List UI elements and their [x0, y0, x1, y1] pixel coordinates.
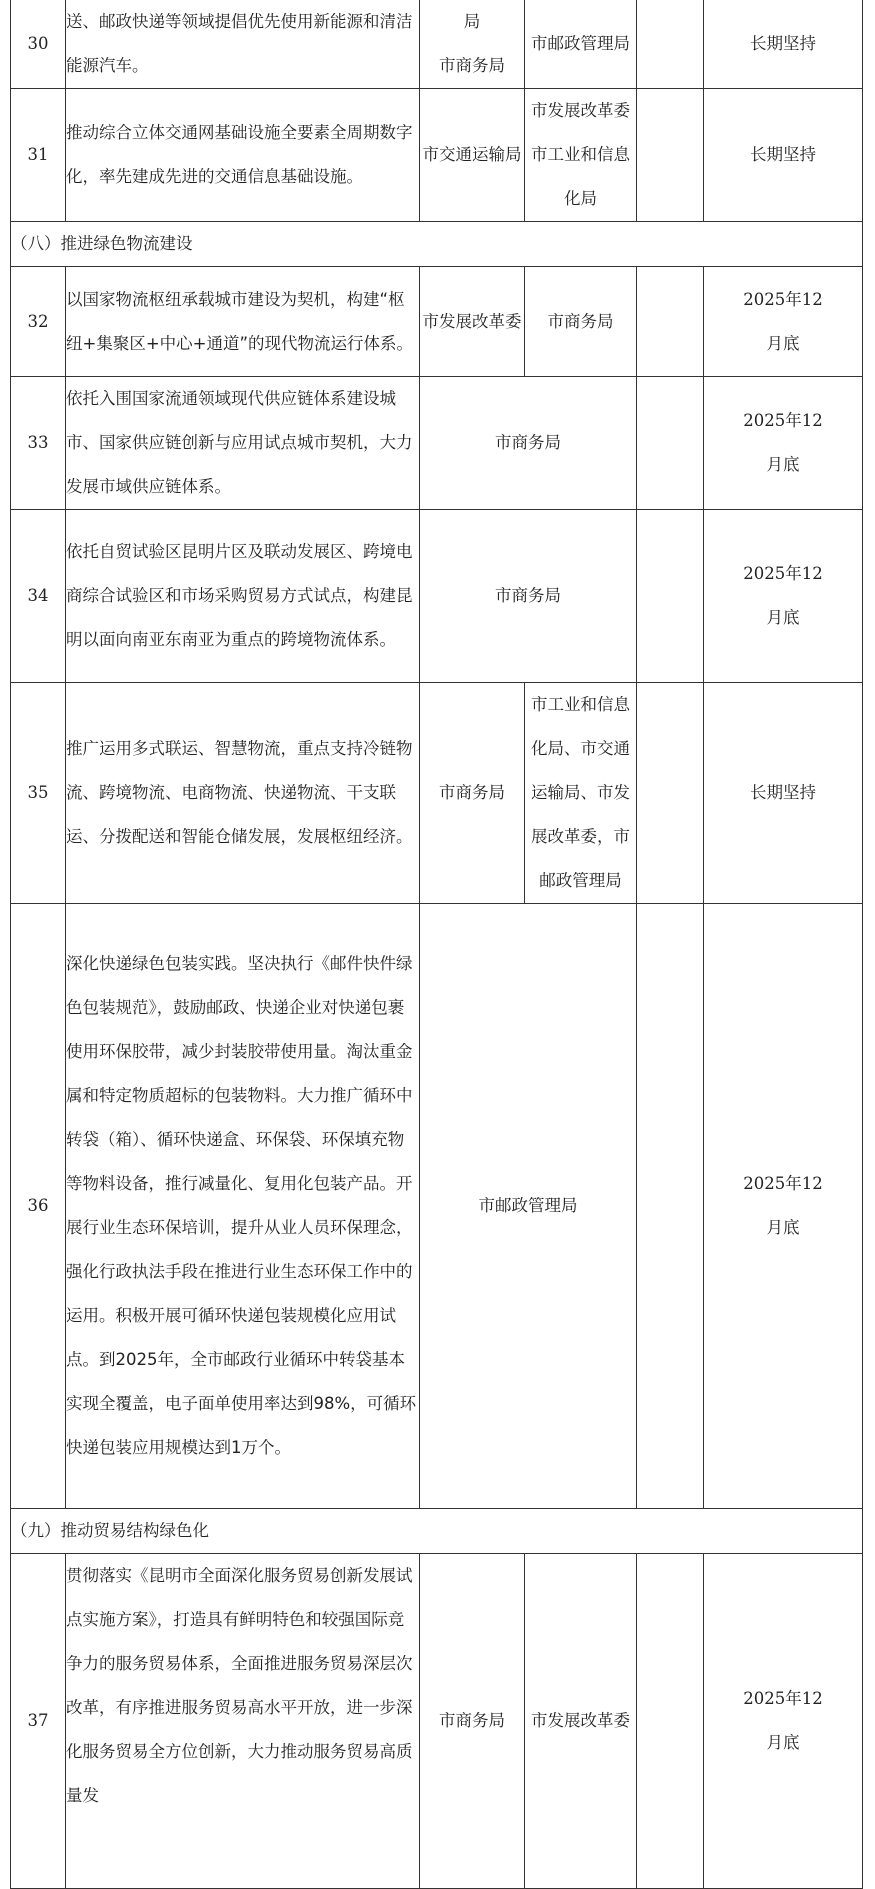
task-description: 贯彻落实《昆明市全面深化服务贸易创新发展试点实施方案》，打造具有鲜明特色和较强国际竞争力的服务贸易体系，全面推进服务贸易深层次改革，有序推进服务贸易高水平开放，进一步深化服务贸易全方位创新，大力推动服务贸易高质量发 — [66, 1554, 420, 1889]
task-description: 深化快递绿色包装实践。坚决执行《邮件快件绿色包装规范》，鼓励邮政、快递企业对快递包裹使用环保胶带，减少封装胶带使用量。淘汰重金属和特定物质超标的包装物料。大力推广循环中转袋（箱）、循环快递盒、环保袋、环保填充物等物料设备，推行减量化、复用化包装产品。开展行业生态环保培训，提升从业人员环保理念，强化行政执法手段在推进行业生态环保工作中的运用。积极开展可循环快递包装规模化应用试点。到2025年，全市邮政行业循环中转袋基本实现全覆盖，电子面单使用率达到98%，可循环快递包装应用规模达到1万个。 — [66, 904, 420, 1509]
note-cell — [637, 377, 704, 510]
task-description: 以国家物流枢纽承载城市建设为契机，构建“枢纽+集聚区+中心+通道”的现代物流运行体系。 — [66, 267, 420, 377]
row-number: 36 — [11, 904, 66, 1509]
cooperating-department: 市发展改革委 — [525, 1554, 637, 1889]
responsible-department: 市商务局 — [420, 510, 637, 683]
table-row — [11, 0, 863, 89]
table-row — [11, 377, 863, 510]
note-cell — [637, 1554, 704, 1889]
responsible-department: 市商务局 — [420, 377, 637, 510]
task-description: 送、邮政快递等领域提倡优先使用新能源和清洁能源汽车。 — [66, 0, 420, 89]
table-row — [11, 267, 863, 377]
task-description: 依托入围国家流通领域现代供应链体系建设城市、国家供应链创新与应用试点城市契机，大力发展市域供应链体系。 — [66, 377, 420, 510]
table-row — [11, 683, 863, 904]
responsible-department: 市邮政管理局 — [420, 904, 637, 1509]
task-table — [10, 0, 863, 1889]
table-row — [11, 1554, 863, 1889]
deadline: 2025年12 月底 — [704, 904, 863, 1509]
cooperating-department: 市工业和信息化局、市交通运输局、市发展改革委，市邮政管理局 — [525, 683, 637, 904]
note-cell — [637, 0, 704, 89]
deadline: 长期坚持 — [704, 683, 863, 904]
deadline: 2025年12 月底 — [704, 1554, 863, 1889]
deadline: 2025年12 月底 — [704, 510, 863, 683]
note-cell — [637, 904, 704, 1509]
note-cell — [637, 683, 704, 904]
section-heading: （九）推动贸易结构绿色化 — [11, 1509, 863, 1554]
cooperating-department: 市邮政管理局 — [525, 0, 637, 89]
row-number: 35 — [11, 683, 66, 904]
row-number: 31 — [11, 89, 66, 222]
section-row — [11, 1509, 863, 1554]
task-description: 推动综合立体交通网基础设施全要素全周期数字化，率先建成先进的交通信息基础设施。 — [66, 89, 420, 222]
row-number: 33 — [11, 377, 66, 510]
cooperating-department: 市发展改革委 市工业和信息化局 — [525, 89, 637, 222]
lead-department: 市商务局 — [420, 1554, 525, 1889]
table-row — [11, 904, 863, 1509]
note-cell — [637, 267, 704, 377]
note-cell — [637, 510, 704, 683]
cooperating-department: 市商务局 — [525, 267, 637, 377]
lead-department: 局 市商务局 — [420, 0, 525, 89]
section-heading: （八）推进绿色物流建设 — [11, 222, 863, 267]
task-description: 依托自贸试验区昆明片区及联动发展区、跨境电商综合试验区和市场采购贸易方式试点，构建昆明以面向南亚东南亚为重点的跨境物流体系。 — [66, 510, 420, 683]
row-number: 32 — [11, 267, 66, 377]
task-description: 推广运用多式联运、智慧物流，重点支持冷链物流、跨境物流、电商物流、快递物流、干支联运、分拨配送和智能仓储发展，发展枢纽经济。 — [66, 683, 420, 904]
row-number: 34 — [11, 510, 66, 683]
lead-department: 市交通运输局 — [420, 89, 525, 222]
deadline: 长期坚持 — [704, 0, 863, 89]
table-row — [11, 89, 863, 222]
deadline: 长期坚持 — [704, 89, 863, 222]
section-row — [11, 222, 863, 267]
blank-space — [66, 1818, 419, 1888]
lead-department: 市商务局 — [420, 683, 525, 904]
deadline: 2025年12 月底 — [704, 377, 863, 510]
deadline: 2025年12 月底 — [704, 267, 863, 377]
note-cell — [637, 89, 704, 222]
table-row — [11, 510, 863, 683]
row-number: 30 — [11, 0, 66, 89]
row-number: 37 — [11, 1554, 66, 1889]
lead-department: 市发展改革委 — [420, 267, 525, 377]
